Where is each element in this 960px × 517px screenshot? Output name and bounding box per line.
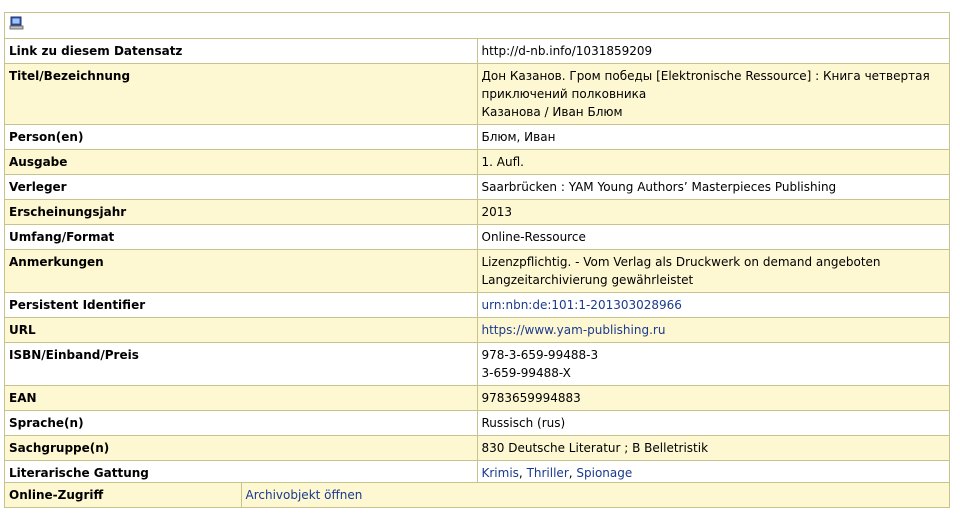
edition-value: 1. Aufl. xyxy=(477,150,950,175)
title-value xyxy=(477,64,950,125)
row-label: URL xyxy=(5,318,478,343)
genre-link-spionage[interactable]: Spionage xyxy=(576,466,633,480)
urn-link[interactable]: urn:nbn:de:101:1-201303028966 xyxy=(481,298,682,312)
row-subject xyxy=(5,436,950,461)
row-year xyxy=(5,200,950,225)
row-ean xyxy=(5,386,950,411)
notes-value xyxy=(477,250,950,293)
permalink-value: http://d-nb.info/1031859209 xyxy=(477,39,950,64)
row-label: Sprache(n) xyxy=(5,411,478,436)
row-persons xyxy=(5,125,950,150)
isbn-value xyxy=(477,343,950,386)
genre-link-krimis[interactable]: Krimis xyxy=(481,466,519,480)
subject-value: 830 Deutsche Literatur ; B Belletristik xyxy=(477,436,950,461)
row-url xyxy=(5,318,950,343)
row-isbn xyxy=(5,343,950,386)
identifier-cell xyxy=(477,293,950,318)
row-label: Ausgabe xyxy=(5,150,478,175)
row-online-access xyxy=(5,483,950,508)
open-archive-object-link[interactable]: Archivobjekt öffnen xyxy=(245,488,363,502)
genre-link-thriller[interactable]: Thriller xyxy=(526,466,569,480)
year-value: 2013 xyxy=(477,200,950,225)
notes-line-1: Lizenzpflichtig. - Vom Verlag als Druckwerk on demand angeboten xyxy=(481,255,881,269)
format-value: Online-Ressource xyxy=(477,225,950,250)
row-label: Literarische Gattung xyxy=(5,461,478,486)
isbn-13: 978-3-659-99488-3 xyxy=(481,348,599,362)
row-link xyxy=(5,39,950,64)
title-line-2: Казанова / Иван Блюм xyxy=(481,105,623,119)
row-label: EAN xyxy=(5,386,478,411)
row-label: ISBN/Einband/Preis xyxy=(5,343,478,386)
row-publisher xyxy=(5,175,950,200)
genre-separator: , xyxy=(518,466,527,480)
row-label: Anmerkungen xyxy=(5,250,478,293)
row-identifier xyxy=(5,293,950,318)
publisher-value: Saarbrücken : YAM Young Authors’ Masterpieces Publishing xyxy=(477,175,950,200)
row-label: Link zu diesem Datensatz xyxy=(5,39,478,64)
ean-value: 9783659994883 xyxy=(477,386,950,411)
person-value: Блюм, Иван xyxy=(477,125,950,150)
record-table xyxy=(4,12,950,486)
row-label: Persistent Identifier xyxy=(5,293,478,318)
row-label: Titel/Bezeichnung xyxy=(5,64,478,125)
row-format xyxy=(5,225,950,250)
notes-line-2: Langzeitarchivierung gewährleistet xyxy=(481,273,694,287)
row-notes xyxy=(5,250,950,293)
title-line-1: Дон Казанов. Гром победы [Elektronische Ressource] : Книга четвертая приключений полковника xyxy=(481,69,930,101)
row-edition xyxy=(5,150,950,175)
row-label: Verleger xyxy=(5,175,478,200)
row-language xyxy=(5,411,950,436)
url-cell xyxy=(477,318,950,343)
icon-cell xyxy=(5,13,950,39)
row-label: Sachgruppe(n) xyxy=(5,436,478,461)
online-access-label: Online-Zugriff xyxy=(5,483,242,508)
url-link[interactable]: https://www.yam-publishing.ru xyxy=(481,323,666,337)
isbn-10: 3-659-99488-X xyxy=(481,366,571,380)
computer-icon[interactable] xyxy=(9,16,24,31)
online-access-cell xyxy=(241,483,950,508)
row-label: Person(en) xyxy=(5,125,478,150)
online-access-table xyxy=(4,482,950,508)
row-title xyxy=(5,64,950,125)
genre-separator: , xyxy=(568,466,577,480)
row-label: Erscheinungsjahr xyxy=(5,200,478,225)
language-value: Russisch (rus) xyxy=(477,411,950,436)
row-label: Umfang/Format xyxy=(5,225,478,250)
icon-row xyxy=(5,13,950,39)
